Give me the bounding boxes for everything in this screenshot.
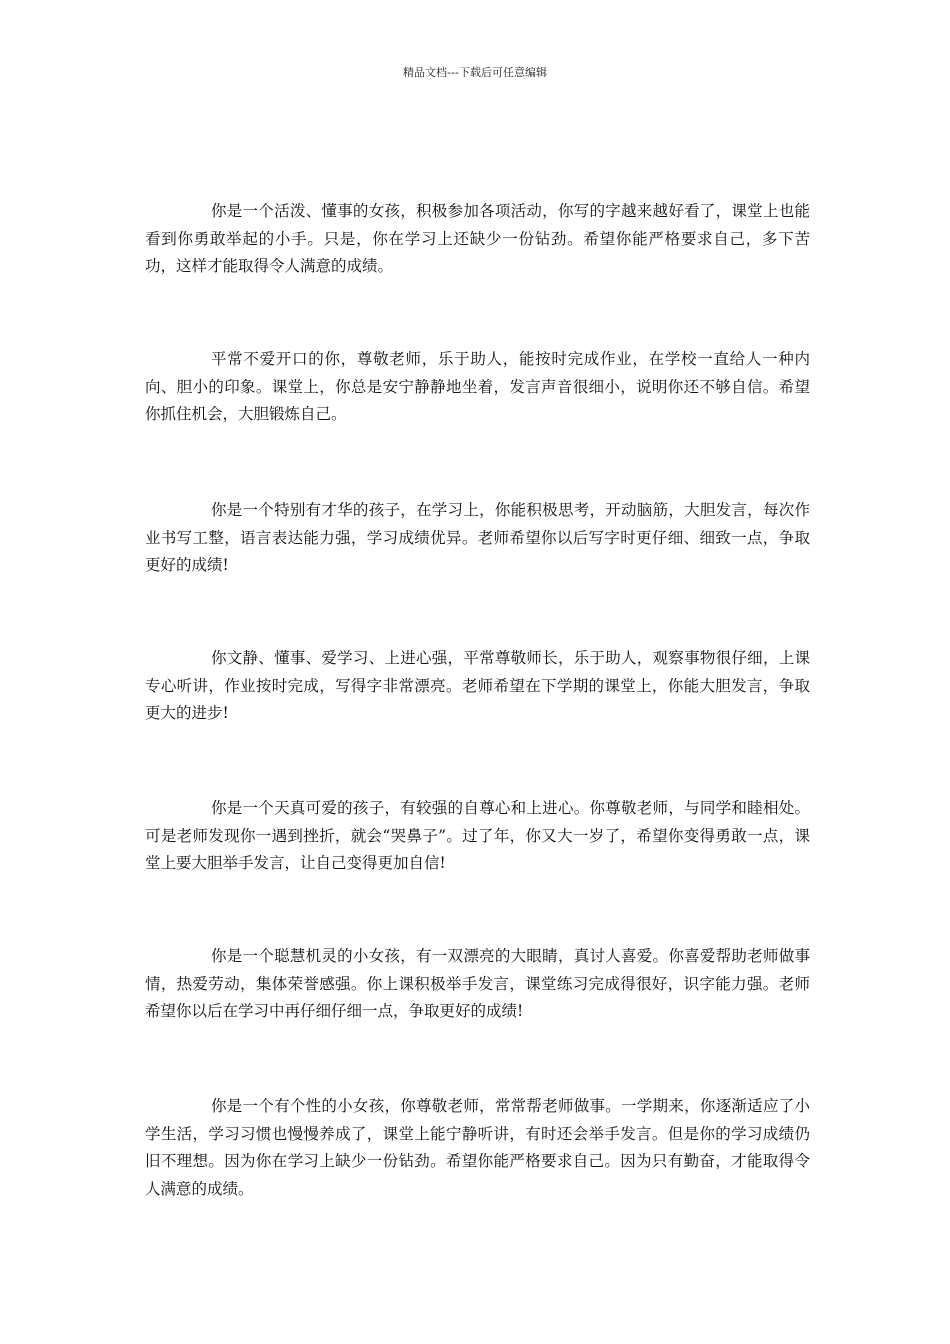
comment-paragraph-5: 你是一个天真可爱的孩子，有较强的自尊心和上进心。你尊敬老师，与同学和睦相处。可是老师发现你一遇到挫折，就会“哭鼻子”。过了年，你又大一岁了，希望你变得勇敢一点，课堂上要大胆举手发言，让自己变得更加自信!: [145, 799, 810, 872]
comment-paragraph-7: 你是一个有个性的小女孩，你尊敬老师，常常帮老师做事。一学期来，你逐渐适应了小学生活，学习习惯也慢慢养成了，课堂上能宁静听讲，有时还会举手发言。但是你的学习成绩仍旧不理想。因为你在学习上缺少一份钻劲。希望你能严格要求自己。因为只有勤奋，才能取得令人满意的成绩。: [145, 1097, 810, 1198]
comment-paragraph-2: 平常不爱开口的你，尊敬老师，乐于助人，能按时完成作业，在学校一直给人一种内向、胆小的印象。课堂上，你总是安宁静静地坐着，发言声音很细小，说明你还不够自信。希望你抓住机会，大胆锻炼自己。: [145, 350, 810, 423]
comment-paragraph-6: 你是一个聪慧机灵的小女孩，有一双漂亮的大眼睛，真讨人喜爱。你喜爱帮助老师做事情，热爱劳动，集体荣誉感强。你上课积极举手发言，课堂练习完成得很好，识字能力强。老师希望你以后在学习中再仔细仔细一点，争取更好的成绩!: [145, 947, 810, 1020]
comment-paragraph-1: 你是一个活泼、懂事的女孩，积极参加各项活动，你写的字越来越好看了，课堂上也能看到你勇敢举起的小手。只是，你在学习上还缺少一份钻劲。希望你能严格要求自己，多下苦功，这样才能取得令人满意的成绩。: [145, 202, 810, 275]
page-header: 精品文档---下载后可任意编辑: [403, 66, 547, 79]
comment-paragraph-3: 你是一个特别有才华的孩子，在学习上，你能积极思考，开动脑筋，大胆发言，每次作业书写工整，语言表达能力强，学习成绩优异。老师希望你以后写字时更仔细、细致一点，争取更好的成绩!: [145, 501, 810, 574]
comment-paragraph-4: 你文静、懂事、爱学习、上进心强，平常尊敬师长，乐于助人，观察事物很仔细，上课专心听讲，作业按时完成，写得字非常漂亮。老师希望在下学期的课堂上，你能大胆发言，争取更大的进步!: [145, 649, 810, 722]
